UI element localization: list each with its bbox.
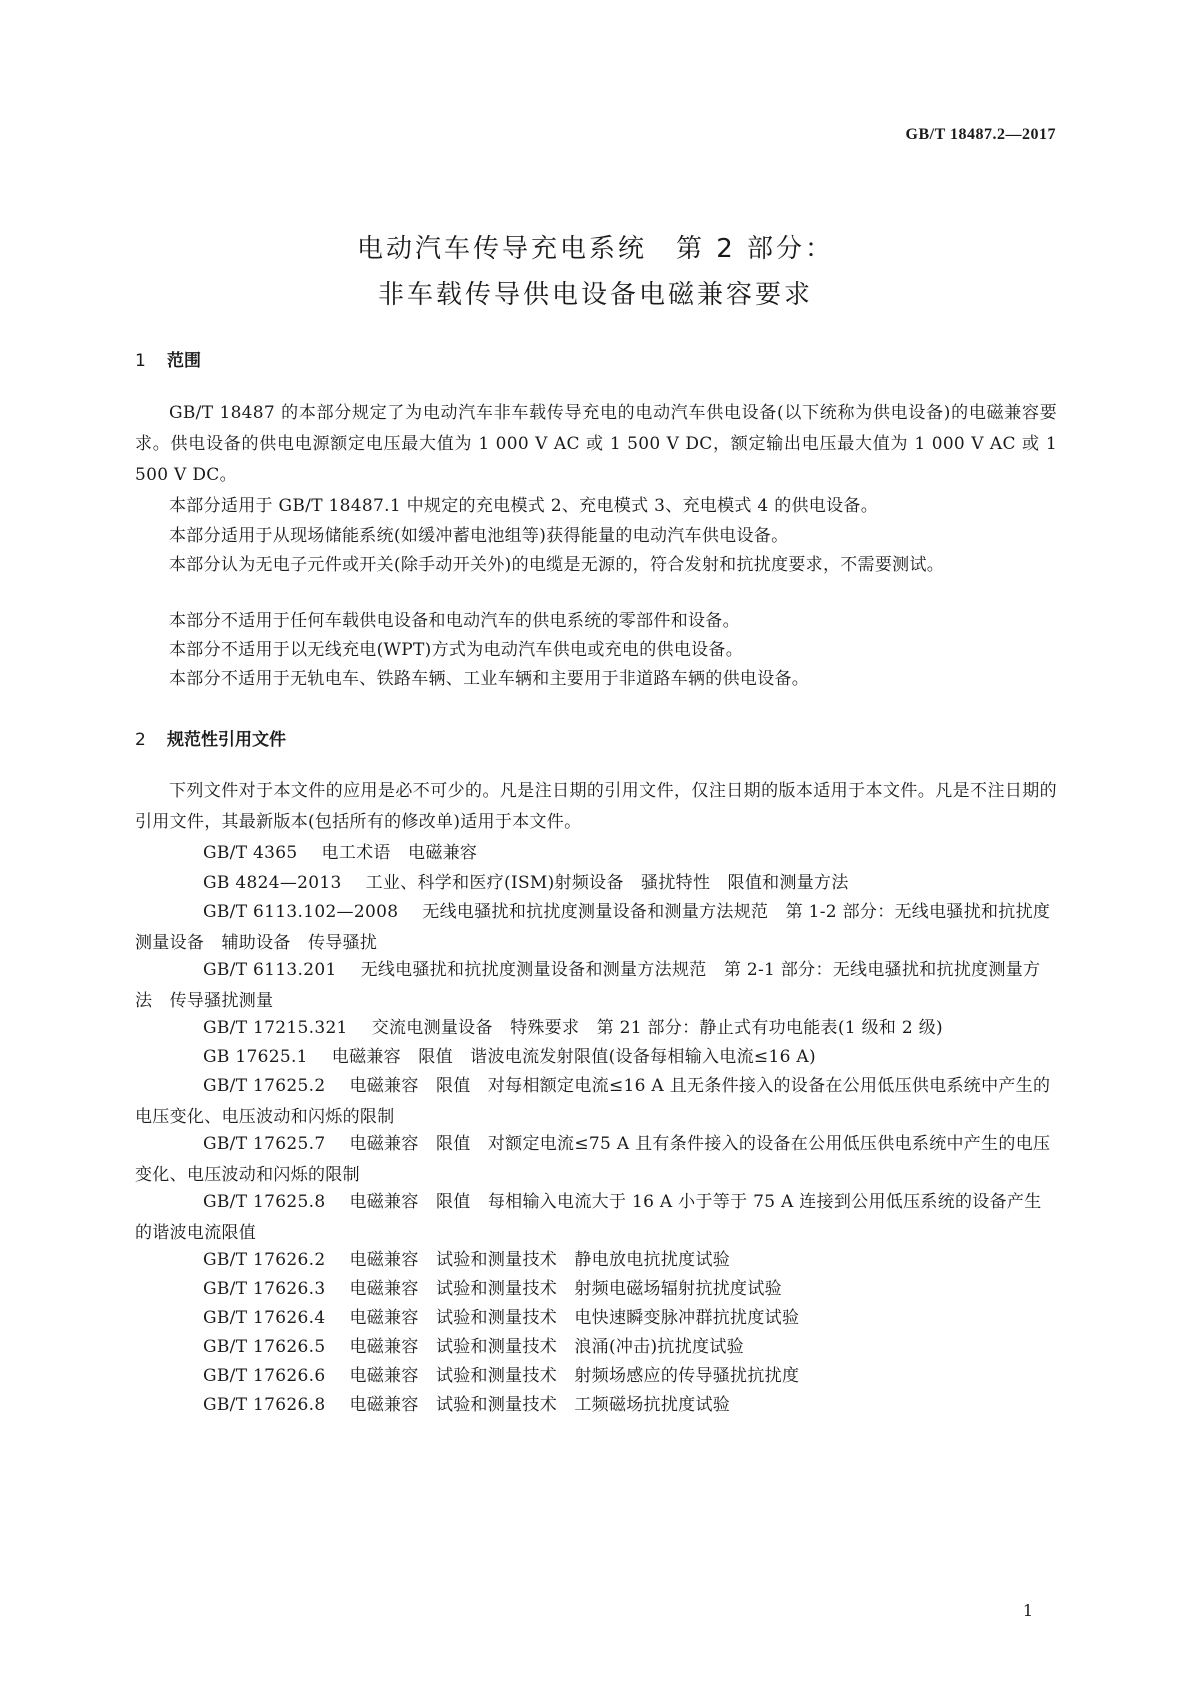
reference-item (135, 1071, 1057, 1133)
page-number: 1 (1022, 1601, 1033, 1620)
reference-title: 无线电骚扰和抗扰度测量设备和测量方法规范 第 2-1 部分：无线电骚扰和抗扰度测量方法 传导骚扰测量 (135, 960, 1041, 1011)
reference-item (135, 838, 1057, 869)
section-1-paragraph: 本部分适用于从现场储能系统(如缓冲蓄电池组等)获得能量的电动汽车供电设备。 (169, 526, 789, 546)
reference-title: 工业、科学和医疗(ISM)射频设备 骚扰特性 限值和测量方法 (365, 873, 849, 893)
reference-code: GB 17625.1 (203, 1047, 308, 1067)
reference-title: 电磁兼容 限值 对额定电流≤75 A 且有条件接入的设备在公用低压供电系统中产生的电压变化、电压波动和闪烁的限制 (135, 1134, 1051, 1185)
reference-item (135, 1332, 1057, 1363)
section-1-paragraph: GB/T 18487 的本部分规定了为电动汽车非车载传导充电的电动汽车供电设备(以下统称为供电设备)的电磁兼容要求。供电设备的供电电源额定电压最大值为 1 000 V AC 或 1 500 V DC，额定输出电压最大值为 1 000 V AC 或 1 500 V DC。 (135, 403, 1057, 485)
reference-item (135, 868, 1057, 899)
section-1-heading (135, 346, 201, 371)
reference-title: 电磁兼容 试验和测量技术 射频场感应的传导骚扰抗扰度 (349, 1366, 800, 1386)
section-1-paragraph: 本部分不适用于无轨电车、铁路车辆、工业车辆和主要用于非道路车辆的供电设备。 (169, 669, 810, 689)
reference-title: 电磁兼容 限值 对每相额定电流≤16 A 且无条件接入的设备在公用低压供电系统中产生的电压变化、电压波动和闪烁的限制 (135, 1076, 1051, 1127)
reference-item (135, 1303, 1057, 1334)
reference-code: GB/T 6113.201 (203, 960, 337, 980)
reference-code: GB/T 17626.5 (203, 1337, 326, 1357)
reference-title: 无线电骚扰和抗扰度测量设备和测量方法规范 第 1-2 部分：无线电骚扰和抗扰度测量设备 辅助设备 传导骚扰 (135, 902, 1051, 953)
reference-code: GB/T 17626.2 (203, 1250, 326, 1270)
reference-item (135, 1245, 1057, 1276)
reference-title: 电磁兼容 试验和测量技术 电快速瞬变脉冲群抗扰度试验 (349, 1308, 800, 1328)
reference-title: 电磁兼容 试验和测量技术 射频电磁场辐射抗扰度试验 (349, 1279, 782, 1299)
reference-title: 电磁兼容 限值 每相输入电流大于 16 A 小于等于 75 A 连接到公用低压系统的设备产生的谐波电流限值 (135, 1192, 1042, 1243)
reference-code: GB/T 17215.321 (203, 1018, 348, 1038)
reference-item (135, 1390, 1057, 1421)
section-number: 2 (135, 730, 146, 750)
section-2-intro: 下列文件对于本文件的应用是必不可少的。凡是注日期的引用文件，仅注日期的版本适用于本文件。凡是不注日期的引用文件，其最新版本(包括所有的修改单)适用于本文件。 (135, 781, 1057, 832)
reference-item (135, 1361, 1057, 1392)
reference-code: GB/T 17626.3 (203, 1279, 326, 1299)
reference-title: 交流电测量设备 特殊要求 第 21 部分：静止式有功电能表(1 级和 2 级) (371, 1018, 943, 1038)
reference-item (135, 1274, 1057, 1305)
reference-item (135, 1129, 1057, 1191)
reference-code: GB/T 17626.4 (203, 1308, 326, 1328)
reference-code: GB/T 4365 (203, 843, 298, 863)
reference-item (135, 1042, 1057, 1073)
reference-code: GB/T 17625.8 (203, 1192, 326, 1212)
reference-item (135, 955, 1057, 1017)
section-2-heading (135, 725, 286, 750)
reference-title: 电工术语 电磁兼容 (321, 843, 478, 863)
reference-code: GB/T 17626.6 (203, 1366, 326, 1386)
section-1-paragraph: 本部分适用于 GB/T 18487.1 中规定的充电模式 2、充电模式 3、充电模式 4 的供电设备。 (169, 496, 879, 516)
section-1-paragraph: 本部分不适用于任何车载供电设备和电动汽车的供电系统的零部件和设备。 (169, 611, 740, 631)
reference-item (135, 897, 1057, 959)
reference-title: 电磁兼容 限值 谐波电流发射限值(设备每相输入电流≤16 A) (331, 1047, 816, 1067)
section-title: 范围 (167, 351, 201, 371)
section-number: 1 (135, 351, 146, 371)
reference-item (135, 1187, 1057, 1249)
reference-title: 电磁兼容 试验和测量技术 工频磁场抗扰度试验 (349, 1395, 731, 1415)
reference-title: 电磁兼容 试验和测量技术 静电放电抗扰度试验 (349, 1250, 731, 1270)
document-title-line-2: 非车载传导供电设备电磁兼容要求 (377, 280, 813, 310)
reference-code: GB/T 17626.8 (203, 1395, 326, 1415)
document-title-line-1: 电动汽车传导充电系统 第 2 部分： (356, 234, 835, 264)
section-title: 规范性引用文件 (167, 730, 286, 750)
reference-code: GB/T 6113.102—2008 (203, 902, 399, 922)
section-1-paragraph: 本部分不适用于以无线充电(WPT)方式为电动汽车供电或充电的供电设备。 (169, 640, 744, 660)
reference-code: GB 4824—2013 (203, 873, 342, 893)
reference-code: GB/T 17625.2 (203, 1076, 326, 1096)
reference-item (135, 1013, 1057, 1044)
reference-code: GB/T 17625.7 (203, 1134, 326, 1154)
reference-title: 电磁兼容 试验和测量技术 浪涌(冲击)抗扰度试验 (349, 1337, 744, 1357)
section-1-paragraph: 本部分认为无电子元件或开关(除手动开关外)的电缆是无源的，符合发射和抗扰度要求，不需要测试。 (169, 555, 945, 575)
standard-code: GB/T 18487.2—2017 (905, 126, 1056, 143)
